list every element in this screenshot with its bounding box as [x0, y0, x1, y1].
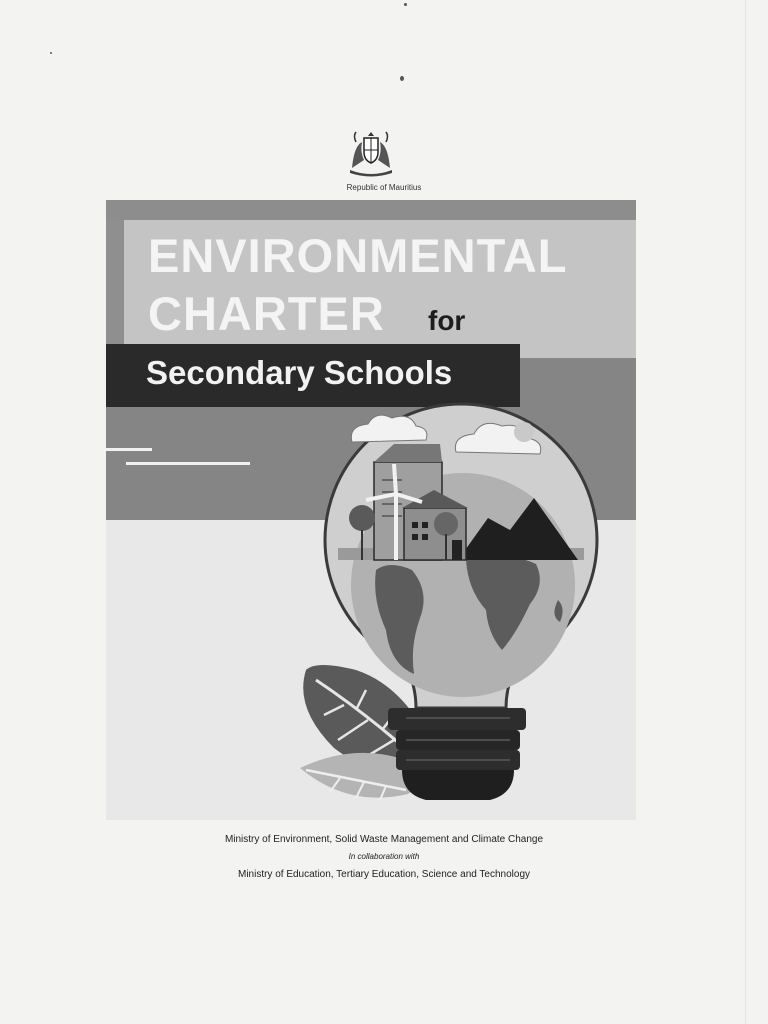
ministry-partner: Ministry of Education, Tertiary Education, Science and Technology — [237, 869, 531, 880]
issuer-label: Republic of Mauritius — [346, 183, 422, 192]
cover-subtitle: Secondary Schools — [146, 354, 453, 391]
cover-title-for: for — [428, 305, 466, 336]
cover-title-line2: CHARTER — [148, 287, 385, 340]
ministry-primary: Ministry of Environment, Solid Waste Management and Climate Change — [224, 834, 544, 845]
collaboration-text: In collaboration with — [348, 852, 420, 861]
scan-speck — [400, 76, 404, 81]
coat-of-arms-icon — [344, 128, 398, 178]
scan-speck — [50, 52, 52, 54]
scan-speck — [404, 3, 407, 6]
lightbulb-earth-icon — [106, 200, 636, 820]
cover-artwork — [106, 200, 636, 820]
cover-title-line1: ENVIRONMENTAL — [148, 229, 568, 282]
